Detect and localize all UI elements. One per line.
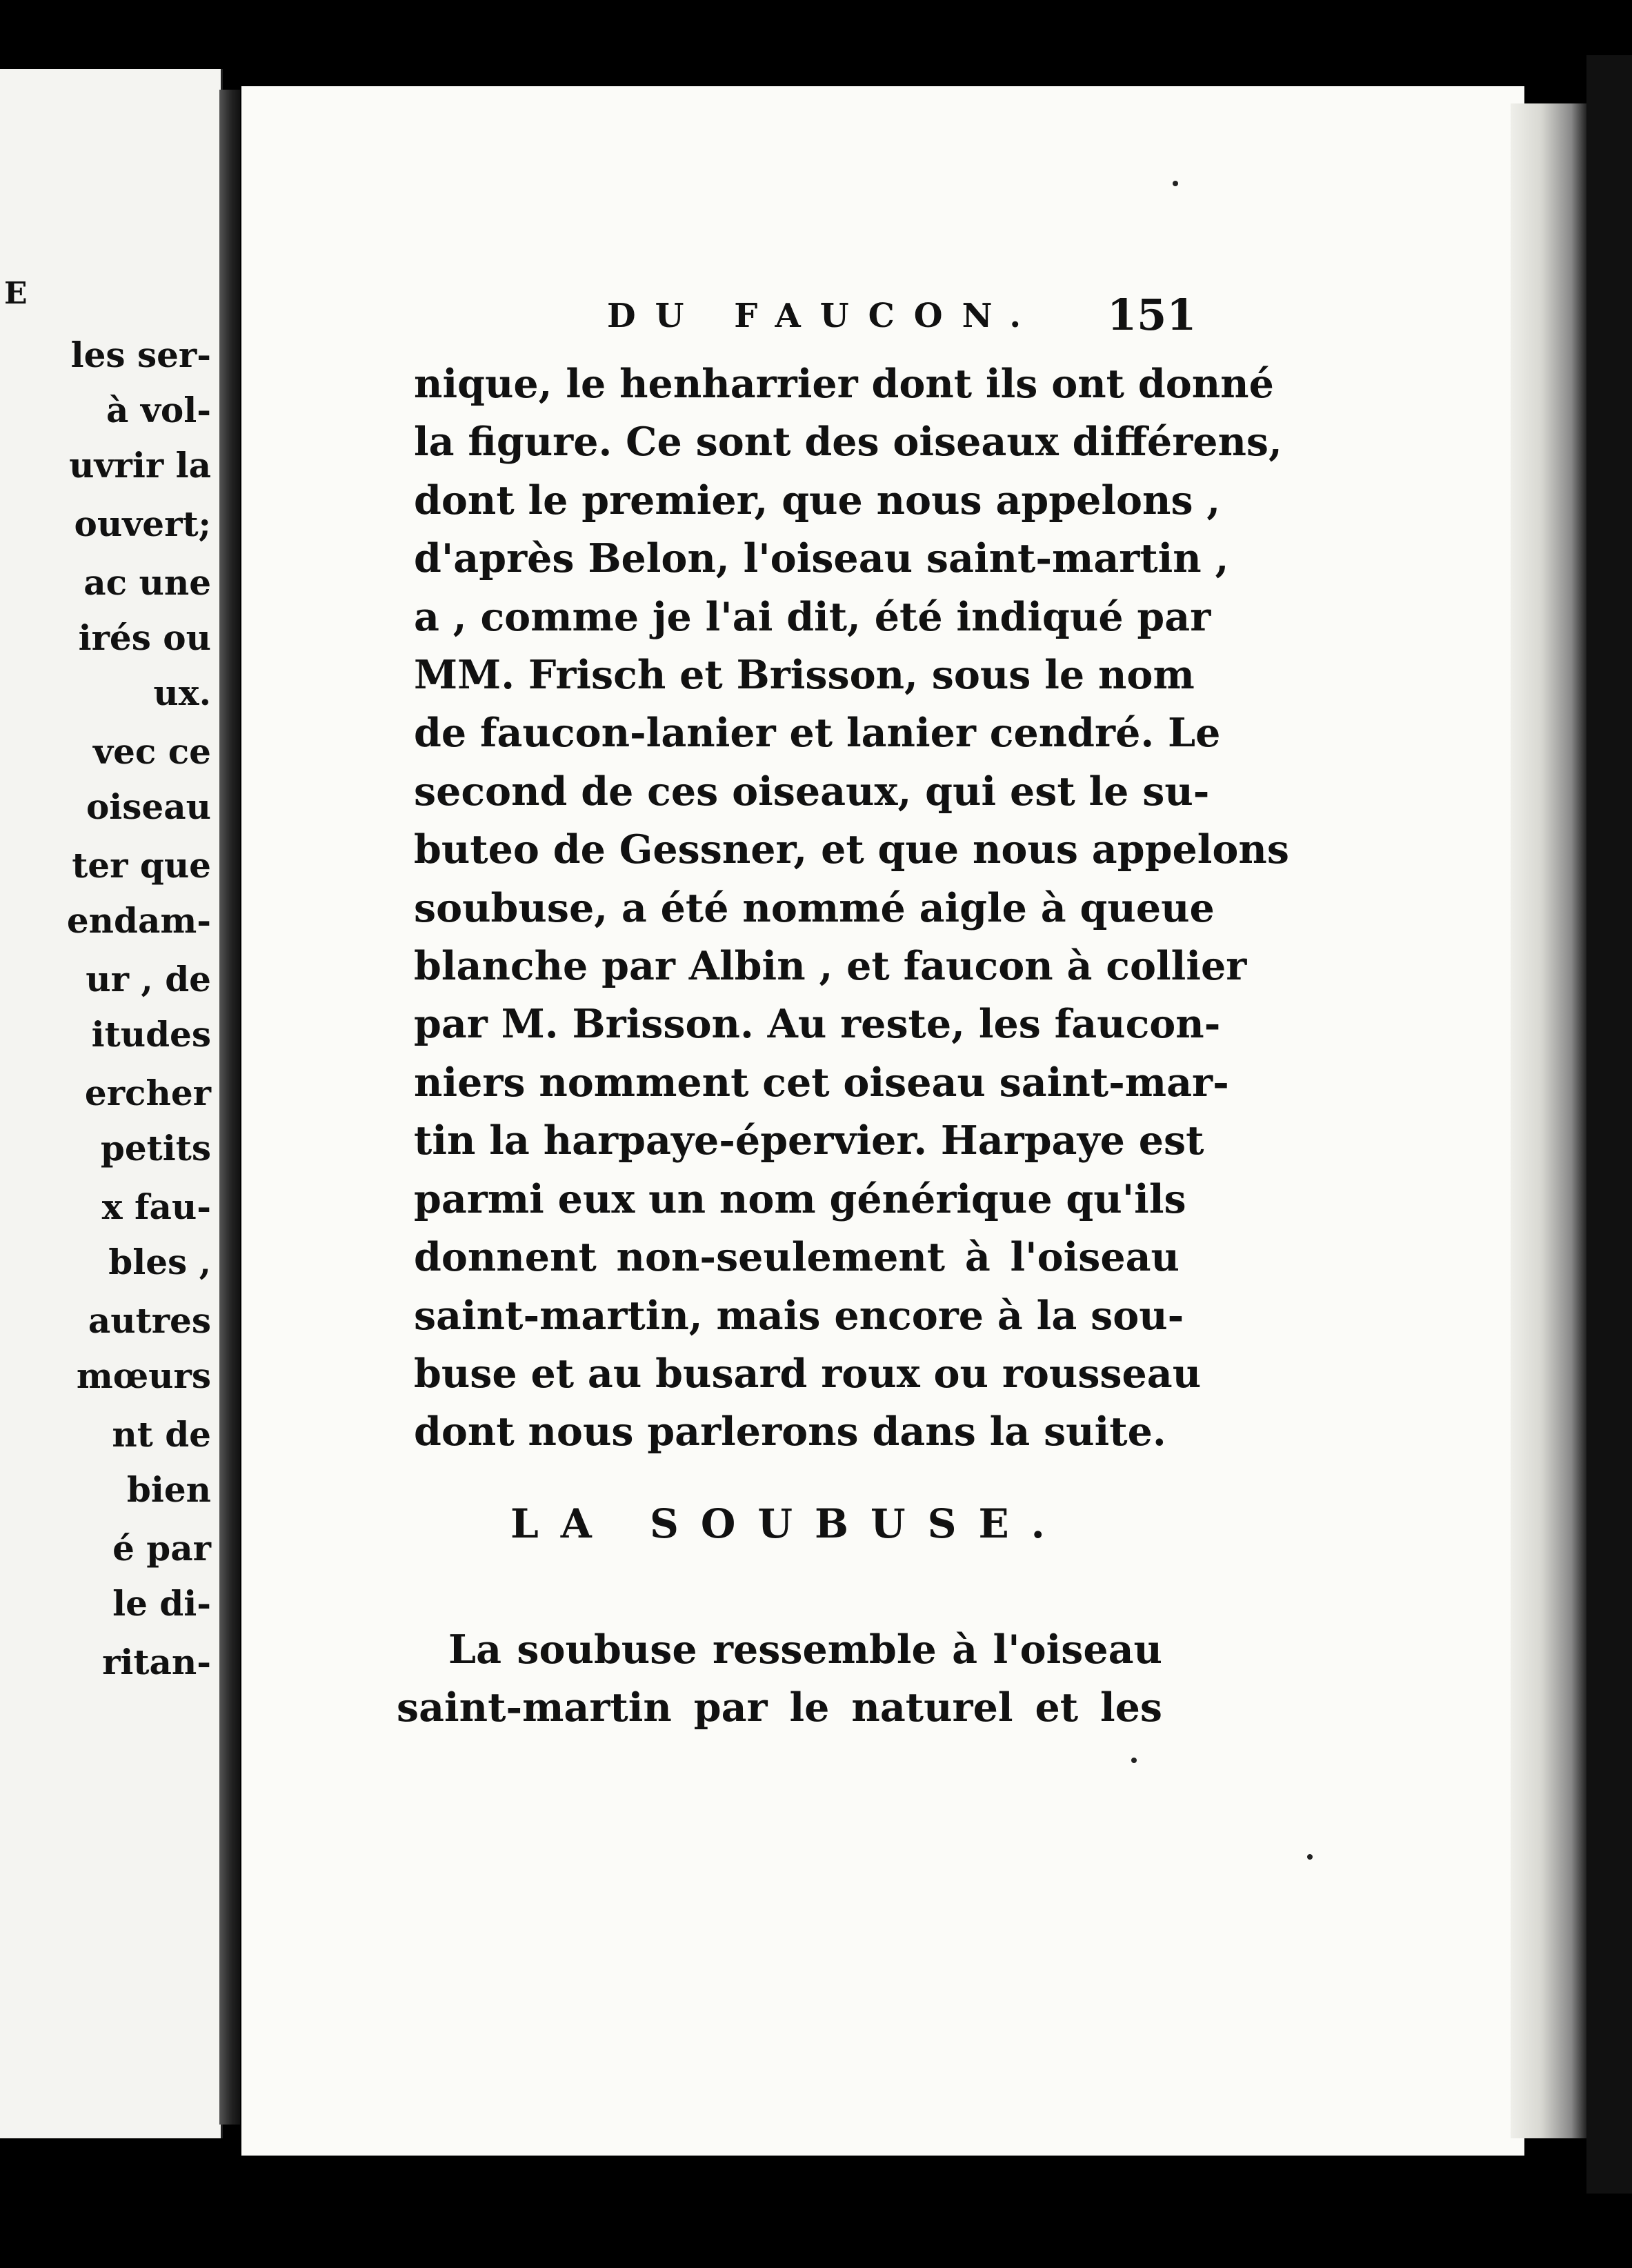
paragraph-new <box>397 1621 1162 1737</box>
section-title: LA SOUBUSE. <box>510 1500 1067 1547</box>
left-line: à vol- <box>106 390 211 430</box>
left-line: nt de <box>112 1414 211 1455</box>
paragraph-continued <box>414 355 1289 1462</box>
text-line: MM. Frisch et Brisson, sous le nom <box>414 652 1195 699</box>
left-line: irés ou <box>78 617 211 658</box>
text-line: dont le premier, que nous appelons , <box>414 477 1221 524</box>
text-line: buse et au busard roux ou rousseau <box>414 1350 1202 1397</box>
left-line: vec ce <box>93 731 211 772</box>
left-line: les ser- <box>70 335 211 375</box>
text-line: d'après Belon, l'oiseau saint-martin , <box>414 535 1229 582</box>
left-line: itudes <box>91 1014 211 1055</box>
text-line: nique, le henharrier dont ils ont donné <box>414 361 1274 407</box>
text-line: blanche par Albin , et faucon à collier <box>414 943 1247 990</box>
left-line: bien <box>126 1469 211 1510</box>
page-edge <box>1511 103 1586 2138</box>
left-line: uvrir la <box>69 445 211 486</box>
left-line: ritan- <box>102 1642 211 1682</box>
left-line: ux. <box>153 673 211 713</box>
running-title: DU FAUCON. <box>607 297 1041 335</box>
text-line: dont nous parlerons dans la suite. <box>414 1409 1166 1455</box>
left-line: endam- <box>66 900 211 941</box>
text-line: La soubuse ressemble à l'oiseau <box>448 1627 1162 1673</box>
left-line: ter que <box>72 845 211 886</box>
left-line: le di- <box>112 1583 211 1624</box>
text-line: buteo de Gessner, et que nous appelons <box>414 826 1289 873</box>
left-line: x fau- <box>101 1186 211 1227</box>
left-line: é par <box>112 1528 211 1569</box>
speck <box>1131 1758 1137 1763</box>
text-line: saint-martin, mais encore à la sou- <box>414 1292 1184 1339</box>
left-line: bles , <box>108 1242 211 1282</box>
text-line: soubuse, a été nommé aigle à queue <box>414 884 1215 931</box>
left-line: ur , de <box>86 959 211 999</box>
page-shadow <box>1586 55 1632 2194</box>
left-line: ouvert; <box>74 504 211 544</box>
left-page-fragment-letter: E <box>4 276 28 311</box>
text-line: parmi eux un nom générique qu'ils <box>414 1175 1186 1222</box>
text-line: niers nomment cet oiseau saint-mar- <box>414 1059 1229 1106</box>
speck <box>1307 1854 1313 1860</box>
page-number: 151 <box>1107 290 1197 340</box>
text-line: de faucon-lanier et lanier cendré. Le <box>414 710 1221 757</box>
text-line: tin la harpaye-épervier. Harpaye est <box>414 1117 1204 1164</box>
left-line: oiseau <box>86 786 211 827</box>
left-line: ac une <box>83 562 211 603</box>
text-line: a , comme je l'ai dit, été indiqué par <box>414 593 1211 640</box>
text-line: par M. Brisson. Au reste, les faucon- <box>414 1001 1221 1048</box>
text-line: saint-martin par le naturel et les <box>397 1684 1162 1731</box>
left-line: ercher <box>84 1073 211 1113</box>
speck <box>1173 181 1178 186</box>
left-line: petits <box>100 1128 211 1168</box>
left-page <box>0 69 223 2138</box>
text-line: la figure. Ce sont des oiseaux différens, <box>414 419 1282 466</box>
text-line: donnent non-seulement à l'oiseau <box>414 1234 1180 1281</box>
left-line: autres <box>88 1300 211 1341</box>
book-gutter <box>219 90 240 2125</box>
text-line: second de ces oiseaux, qui est le su- <box>414 768 1210 815</box>
left-line: mœurs <box>76 1355 211 1396</box>
